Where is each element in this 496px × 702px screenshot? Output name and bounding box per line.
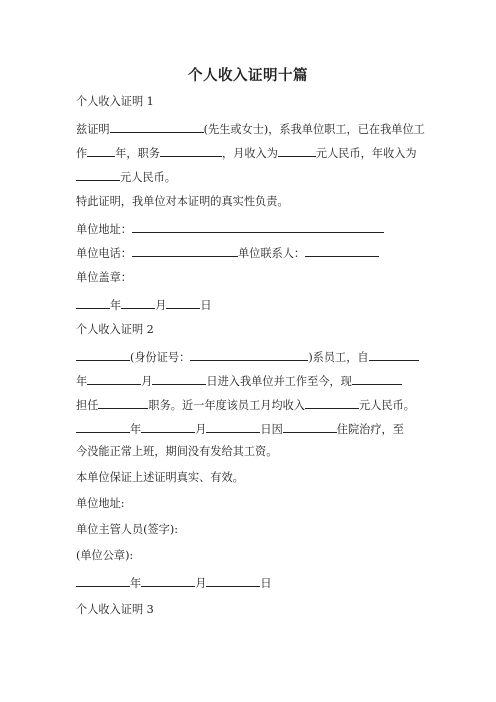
absence-year-blank [76, 421, 130, 433]
s1-text: 元人民币，年收入为 [315, 147, 417, 160]
average-income-blank [305, 397, 359, 409]
day-label: 日 [260, 577, 272, 590]
s2-text: 年 [76, 375, 88, 388]
year-label: 年 [110, 299, 122, 312]
day-label: 日 [200, 299, 212, 312]
s1-phone-line [76, 245, 436, 261]
s1-date-line [76, 297, 436, 313]
month-label: 月 [155, 299, 167, 312]
year-label: 年 [130, 577, 142, 590]
month-blank [121, 297, 155, 309]
s2-text: 月 [141, 375, 153, 388]
contact-label: 单位联系人： [237, 247, 306, 260]
s2-text: 日因 [260, 423, 283, 436]
s1-line-2 [76, 145, 436, 161]
monthly-income-blank [278, 145, 316, 157]
s1-text: 年，职务 [115, 147, 160, 160]
start-day-blank [152, 373, 206, 385]
s2-text: (身份证号： [130, 351, 191, 364]
years-blank [87, 145, 115, 157]
current-position-blank [352, 373, 402, 385]
day-blank [166, 297, 200, 309]
year-blank [76, 575, 130, 587]
phone-label: 单位电话： [76, 247, 132, 260]
s1-line-4: 特此证明，我单位对本证明的真实性负责。 [76, 195, 289, 208]
s1-address-line [76, 221, 436, 237]
s2-text: 月 [195, 423, 207, 436]
annual-income-blank [76, 169, 120, 181]
absence-day-blank [206, 421, 260, 433]
address-label: 单位地址： [76, 223, 132, 236]
s1-line-3 [76, 169, 436, 185]
address-blank [132, 221, 384, 233]
name-blank [110, 121, 204, 133]
s1-text: (先生或女士)，系我单位职工，已在我单位工 [203, 123, 425, 136]
s2-line-3 [76, 397, 456, 413]
position-blank [160, 145, 222, 157]
job-title-blank [98, 397, 148, 409]
s1-text: 作 [76, 147, 88, 160]
s1-line-1 [76, 121, 436, 137]
s2-text: 元人民币。 [359, 399, 415, 412]
s2-text: 住院治疗，至 [336, 423, 404, 436]
contact-blank [305, 245, 379, 257]
s2-line-4 [76, 421, 456, 437]
document-title: 个人收入证明十篇 [188, 68, 308, 84]
day-blank [206, 575, 260, 587]
s2-text: 年 [130, 423, 142, 436]
s2-line-6: 本单位保证上述证明真实、有效。 [76, 471, 244, 484]
month-blank [141, 575, 195, 587]
s2-manager-line: 单位主管人员(签字): [76, 523, 178, 536]
id-number-blank [190, 349, 308, 361]
s2-text: 担任 [76, 399, 99, 412]
s2-line-2 [76, 373, 456, 389]
s1-text: 元人民币。 [120, 171, 176, 184]
section-3-heading: 个人收入证明 3 [76, 603, 154, 616]
section-1-heading: 个人收入证明 1 [76, 95, 154, 108]
s2-address-line: 单位地址: [76, 497, 125, 510]
s1-text: 兹证明 [76, 123, 110, 136]
illness-blank [283, 421, 337, 433]
s2-seal-line: (单位公章): [76, 549, 134, 562]
section-2-heading: 个人收入证明 2 [76, 323, 154, 336]
absence-month-blank [141, 421, 195, 433]
s1-seal-line: 单位盖章： [76, 271, 132, 284]
phone-blank [132, 245, 238, 257]
start-month-blank [87, 373, 141, 385]
s2-date-line [76, 575, 436, 591]
s2-text: 职务。近一年度该员工月均收入 [148, 399, 306, 412]
month-label: 月 [195, 577, 207, 590]
employee-name-blank [76, 349, 130, 361]
s2-text: 日进入我单位并工作至今，现 [206, 375, 352, 388]
s2-line-1 [76, 349, 456, 365]
start-year-blank [369, 349, 419, 361]
year-blank [76, 297, 110, 309]
s2-line-5: 今没能正常上班，期间没有发给其工资。 [76, 445, 278, 458]
s2-text: )系员工，自 [308, 351, 369, 364]
s1-text: ，月收入为 [221, 147, 278, 160]
